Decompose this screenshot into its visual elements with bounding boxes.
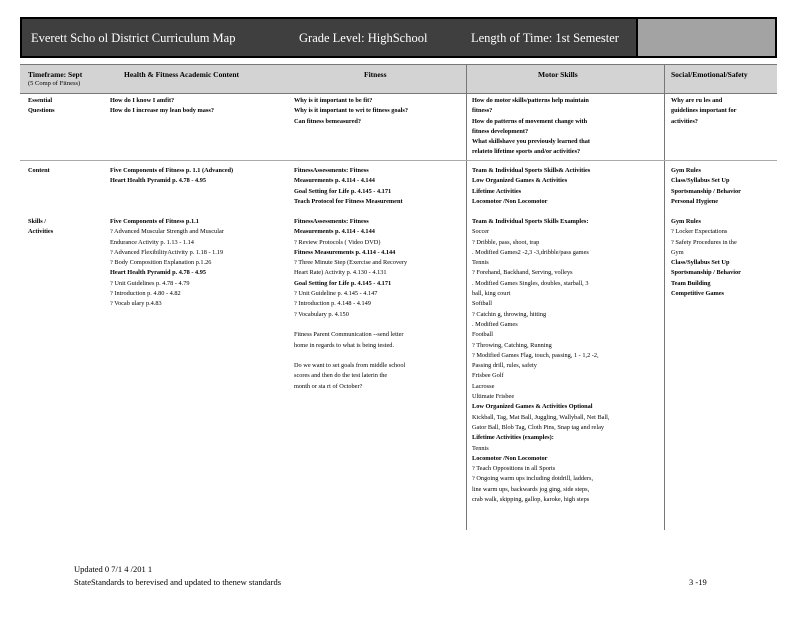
column-header-fitness: Fitness: [364, 70, 387, 79]
skills-social-cell: Gym Rules ? Locker Expectations ? Safety Procedures in the Gym Class/Syllabus Set Up Sportsmanship / Behavior Team Building Competitive Games: [671, 218, 741, 298]
row-divider-content: [20, 160, 777, 161]
column-divider-motor: [466, 64, 467, 530]
skills-fitness-cell: FitnessAssessments: Fitness Measurements p. 4.114 - 4.144 ? Review Protocols ( Video DVD) Fitness Measurements p. 4.114 - 4.144 ? Three Minute Step (Exercise and Recovery Heart Rate) Activity p. 4.130 - 4.131 Goal Setting for Life p. 4.145 - 4.171 ? Unit Guideline p. 4.145 - 4.147 ? Introduction p. 4.148 - 4.149 ? Vocabulary p. 4.150 Fitness Parent Communication --send letter home in regards to what is being tested. Do we want to set goals from middle school scores and then do the test laterin the month or sta rt of October?: [294, 218, 408, 390]
footer-standards-note: StateStandards to berevised and updated to thenew standards: [74, 577, 282, 587]
title-banner: [20, 17, 777, 58]
column-header-social: Social/Emotional/Safety: [671, 70, 748, 79]
content-health-cell: Five Components of Fitness p. 1.1 (Advanced) Heart Health Pyramid p. 4.78 - 4.95: [110, 167, 234, 185]
length-of-time: Length of Time: 1st Semester: [471, 31, 619, 45]
column-divider-social: [664, 64, 665, 530]
skills-motor-cell: Team & Individual Sports Skills Examples: Soccer ? Dribble, pass, shoot, trap . Modified Games2 -2,3 -3,dribble/pass games Tennis ? Forehand, Backhand, Serving, volleys . Modified Games Singles, doubles, starball, 3 ball, king court Softball ? Catchin g, throwing, hitting . Modified Games Football ? Throwing, Catching, Running ? Modified Games Flag, touch, passing, 1 - 1,2 -2, Passing drill, rules, safety Frisbee Golf Lacrosse Ultimate Frisbee Low Organized Games & Activities Optional Kickball, Tag, Mat Ball, Juggling, Wallyball, Net Ball, Gator Ball, Blob Tag, Cloth Pins, Snap tag and relay Lifetime Activities (examples): Tennis Locomotor /Non Locomotor ? Teach Oppositions in all Sports ? Ongoing warm ups including dotdrill, ladders, line warm ups, backwards jog ging, side steps, crab walk, skipping, gallop, karoke, high steps: [472, 218, 610, 504]
content-fitness-cell: FitnessAssessments: Fitness Measurements p. 4.114 - 4.144 Goal Setting for Life p. 4.145 - 4.171 Teach Protocol for Fitness Measurement: [294, 167, 403, 205]
content-motor-cell: Team & Individual Sports Skills& Activities Low Organized Games & Activities Lifetime Activities Locomotor /Non Locomotor: [472, 167, 591, 205]
row-label-skills: Skills / Activities: [28, 218, 54, 236]
essential-health-cell: How do I know I amfit? How do I increase my lean body mass?: [110, 97, 214, 115]
title-banner-text-area: [22, 19, 636, 56]
row-label-essential: Essential Questions: [28, 97, 55, 115]
column-header-motor: Motor Skills: [538, 70, 578, 79]
essential-social-cell: Why are ru les and guidelines important for activities?: [671, 97, 737, 125]
timeframe-sublabel: (5 Comp of Fitness): [28, 80, 81, 87]
essential-motor-cell: How do motor skills/patterns help maintain fitness? How do patterns of movement change with fitness development? What skillshave you previously learned that relateto lifetime sports and/or activities?: [472, 97, 590, 156]
district-title: Everett Scho ol District Curriculum Map: [31, 31, 236, 45]
grade-level: Grade Level: HighSchool: [299, 31, 428, 45]
column-header-health: Health & Fitness Academic Content: [124, 70, 239, 79]
skills-health-cell: Five Components of Fitness p.1.1 ? Advanced Muscular Strength and Muscular Endurance Activity p. 1.13 - 1.14 ? Advanced FlexibilityActivity p. 1.18 - 1.19 ? Body Composition Explanation p.1.26 Heart Health Pyramid p. 4.78 - 4.95 ? Unit Guidelines p. 4.78 - 4.79 ? Introduction p. 4.80 - 4.82 ? Vocab ulary p.4.83: [110, 218, 224, 308]
timeframe-label: Timeframe: Sept: [28, 70, 83, 79]
row-label-content: Content: [28, 167, 50, 174]
title-banner-blank-area: [636, 19, 775, 56]
footer-updated: Updated 0 7/1 4 /201 1: [74, 564, 153, 574]
page-number: 3 -19: [689, 577, 707, 587]
content-social-cell: Gym Rules Class/Syllabus Set Up Sportsmanship / Behavior Personal Hygiene: [671, 167, 741, 205]
essential-fitness-cell: Why is it important to be fit? Why is it important to wri te fitness goals? Can fitness bemeasured?: [294, 97, 409, 125]
